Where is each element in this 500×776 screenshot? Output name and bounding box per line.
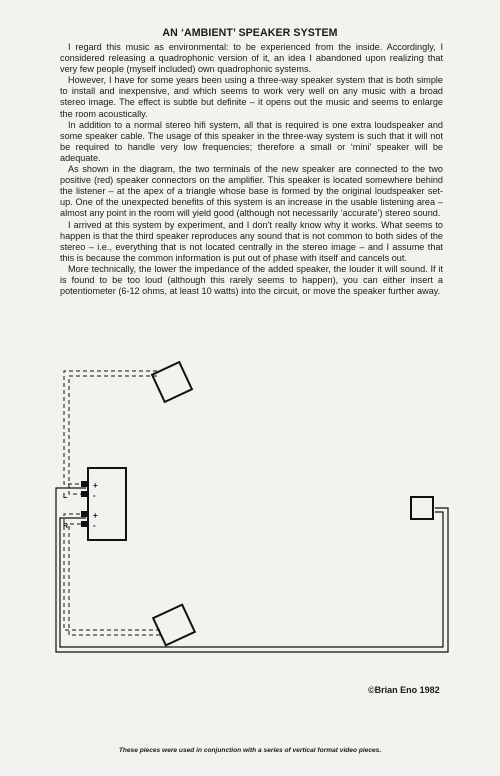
bottom-speaker-cable [64, 514, 160, 630]
right-channel-label: R [63, 523, 69, 530]
terminal-sign: - [93, 521, 96, 530]
footnote: These pieces were used in conjunction with a series of vertical format video pieces. [118, 747, 382, 754]
rear-speaker-cable [56, 488, 448, 652]
left-channel-label: L [63, 493, 68, 500]
article-body [60, 42, 443, 297]
copyright-credit: ©Brian Eno 1982 [368, 685, 440, 695]
paragraph: I arrived at this system by experiment, and I don't really know why it works. What seems to happen is that the third speaker reproduces any sound that is not common to both sides of the stereo – i.e., everything that is not located centrally in the stereo image – and I assume that this is because the common information is put out of phase with itself and cancels out. [60, 219, 443, 263]
terminal-sign: - [93, 491, 96, 500]
paragraph: However, I have for some years been using a three-way speaker system that is both simple to install and inexpensive, and which seems to work very well on any music with a broad stereo image. The effect is subtle but definite – it opens out the music and seems to enlarge the room acoustically. [60, 75, 443, 119]
terminal-sign: + [93, 511, 98, 520]
paragraph: More technically, the lower the impedance of the added speaker, the louder it will sound. If it is found to be too loud (although this rarely seems to happen), you can either insert a potentiometer (6-12 ohms, at least 10 watts) into the circuit, or move the speaker further away. [60, 263, 443, 297]
speaker-wiring-diagram [0, 340, 500, 680]
paragraph: I regard this music as environmental: to be experienced from the inside. Accordingly, I considered releasing a quadrophonic version of it, an idea I abandoned upon realizing that very few people (myself included) own quadrophonic systems. [60, 42, 443, 75]
terminal-sign: + [93, 481, 98, 490]
rear-speaker [411, 497, 433, 519]
top-speaker [152, 362, 192, 402]
bottom-speaker [153, 605, 195, 646]
paragraph: As shown in the diagram, the two terminals of the new speaker are connected to the two positive (red) speaker connectors on the amplifier. This speaker is located somewhere behind the listener – at the apex of a triangle whose base is formed by the original loudspeaker set-up. One of the unexpected benefits of this system is an increase in the usable listening area – almost any point in the room will yield good (although not necessarily ‘accurate’) stereo sound. [60, 164, 443, 219]
page-title: AN ‘AMBIENT’ SPEAKER SYSTEM [162, 27, 338, 39]
paragraph: In addition to a normal stereo hifi system, all that is required is one extra loudspeaker and some speaker cable. The usage of this speaker in the three-way system is such that it will not be required to handle very low frequencies; therefore a small or ‘mini’ speaker will be adequate. [60, 119, 443, 163]
